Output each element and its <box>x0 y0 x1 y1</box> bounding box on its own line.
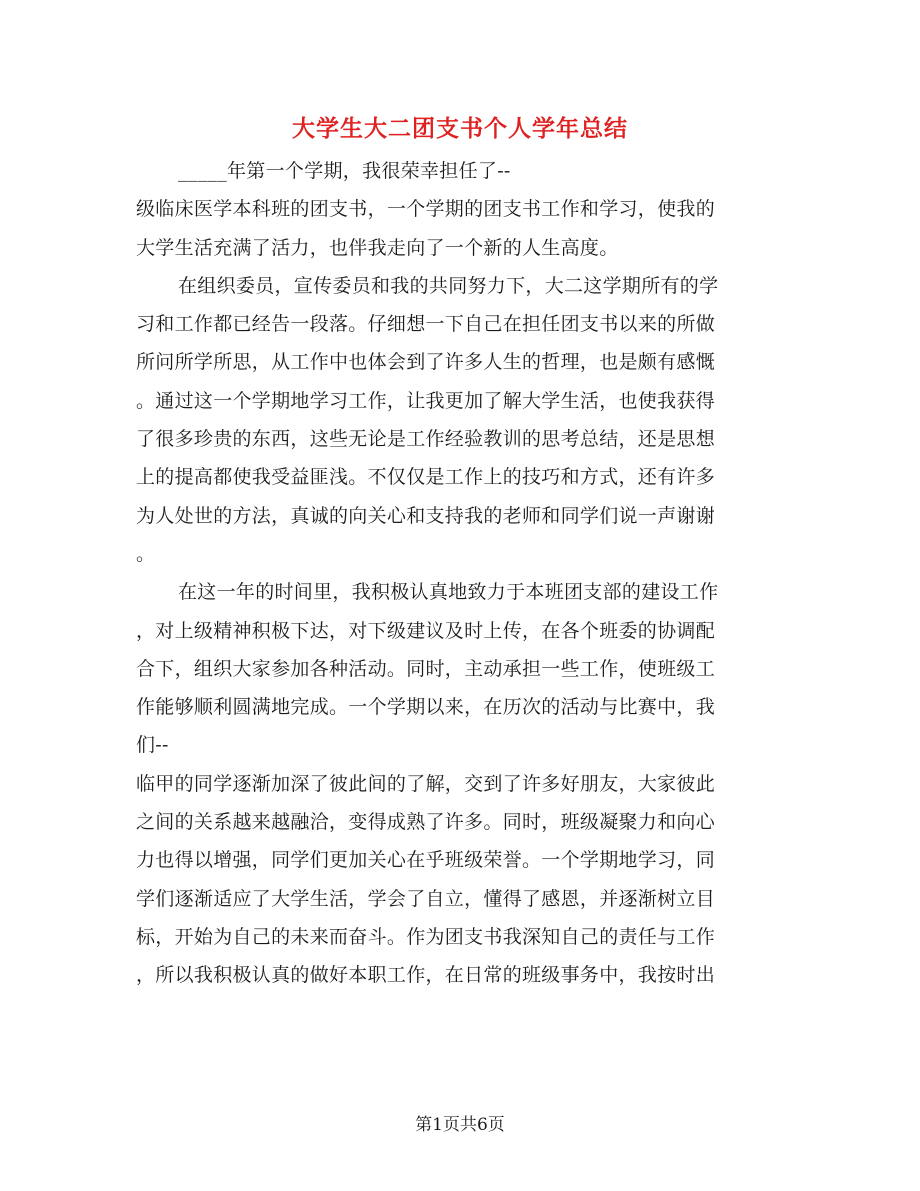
text-line: 习和工作都已经告一段落。仔细想一下自己在担任团支书以来的所做 <box>136 313 716 336</box>
page-footer: 第1页共6页 <box>415 1115 505 1135</box>
text-line: _____年第一个学期，我很荣幸担任了-- <box>178 160 511 182</box>
text-line: ，对上级精神积极下达，对下级建议及时上传，在各个班委的协调配 <box>136 619 716 642</box>
text-line: 之间的关系越来越融洽，变得成熟了许多。同时，班级凝聚力和向心 <box>136 811 716 834</box>
text-line: 在这一年的时间里，我积极认真地致力于本班团支部的建设工作 <box>178 581 719 604</box>
text-line: 上的提高都使我受益匪浅。不仅仅是工作上的技巧和方式，还有许多 <box>136 466 716 489</box>
text-line: 学们逐渐适应了大学生活，学会了自立，懂得了感恩，并逐渐树立目 <box>136 887 716 910</box>
text-line: 为人处世的方法，真诚的向关心和支持我的老师和同学们说一声谢谢 <box>136 504 716 527</box>
text-line: 标，开始为自己的未来而奋斗。作为团支书我深知自己的责任与工作 <box>136 925 716 948</box>
text-line: 临甲的同学逐渐加深了彼此间的了解，交到了许多好朋友，大家彼此 <box>136 772 716 795</box>
text-line: 级临床医学本科班的团支书，一个学期的团支书工作和学习，使我的 <box>136 198 716 221</box>
document-body <box>136 152 796 995</box>
text-line: 在组织委员，宣传委员和我的共同努力下，大二这学期所有的学 <box>178 274 719 297</box>
text-line: ，所以我积极认真的做好本职工作，在日常的班级事务中，我按时出 <box>136 964 716 987</box>
text-line: 们-- <box>136 734 169 757</box>
text-line: 。 <box>136 542 156 565</box>
text-line: 。通过这一个学期地学习工作，让我更加了解大学生活，也使我获得 <box>136 389 716 412</box>
text-line: 了很多珍贵的东西，这些无论是工作经验教训的思考总结，还是思想 <box>136 428 716 451</box>
text-line: 作能够顺利圆满地完成。一个学期以来，在历次的活动与比赛中，我 <box>136 696 716 719</box>
text-line: 所问所学所思，从工作中也体会到了许多人生的哲理，也是颇有感慨 <box>136 351 716 374</box>
text-line: 力也得以增强，同学们更加关心在乎班级荣誉。一个学期地学习，同 <box>136 849 716 872</box>
document-title: 大学生大二团支书个人学年总结 <box>292 115 628 142</box>
text-line: 合下，组织大家参加各种活动。同时，主动承担一些工作，使班级工 <box>136 657 716 680</box>
text-line: 大学生活充满了活力，也伴我走向了一个新的人生高度。 <box>136 236 619 259</box>
